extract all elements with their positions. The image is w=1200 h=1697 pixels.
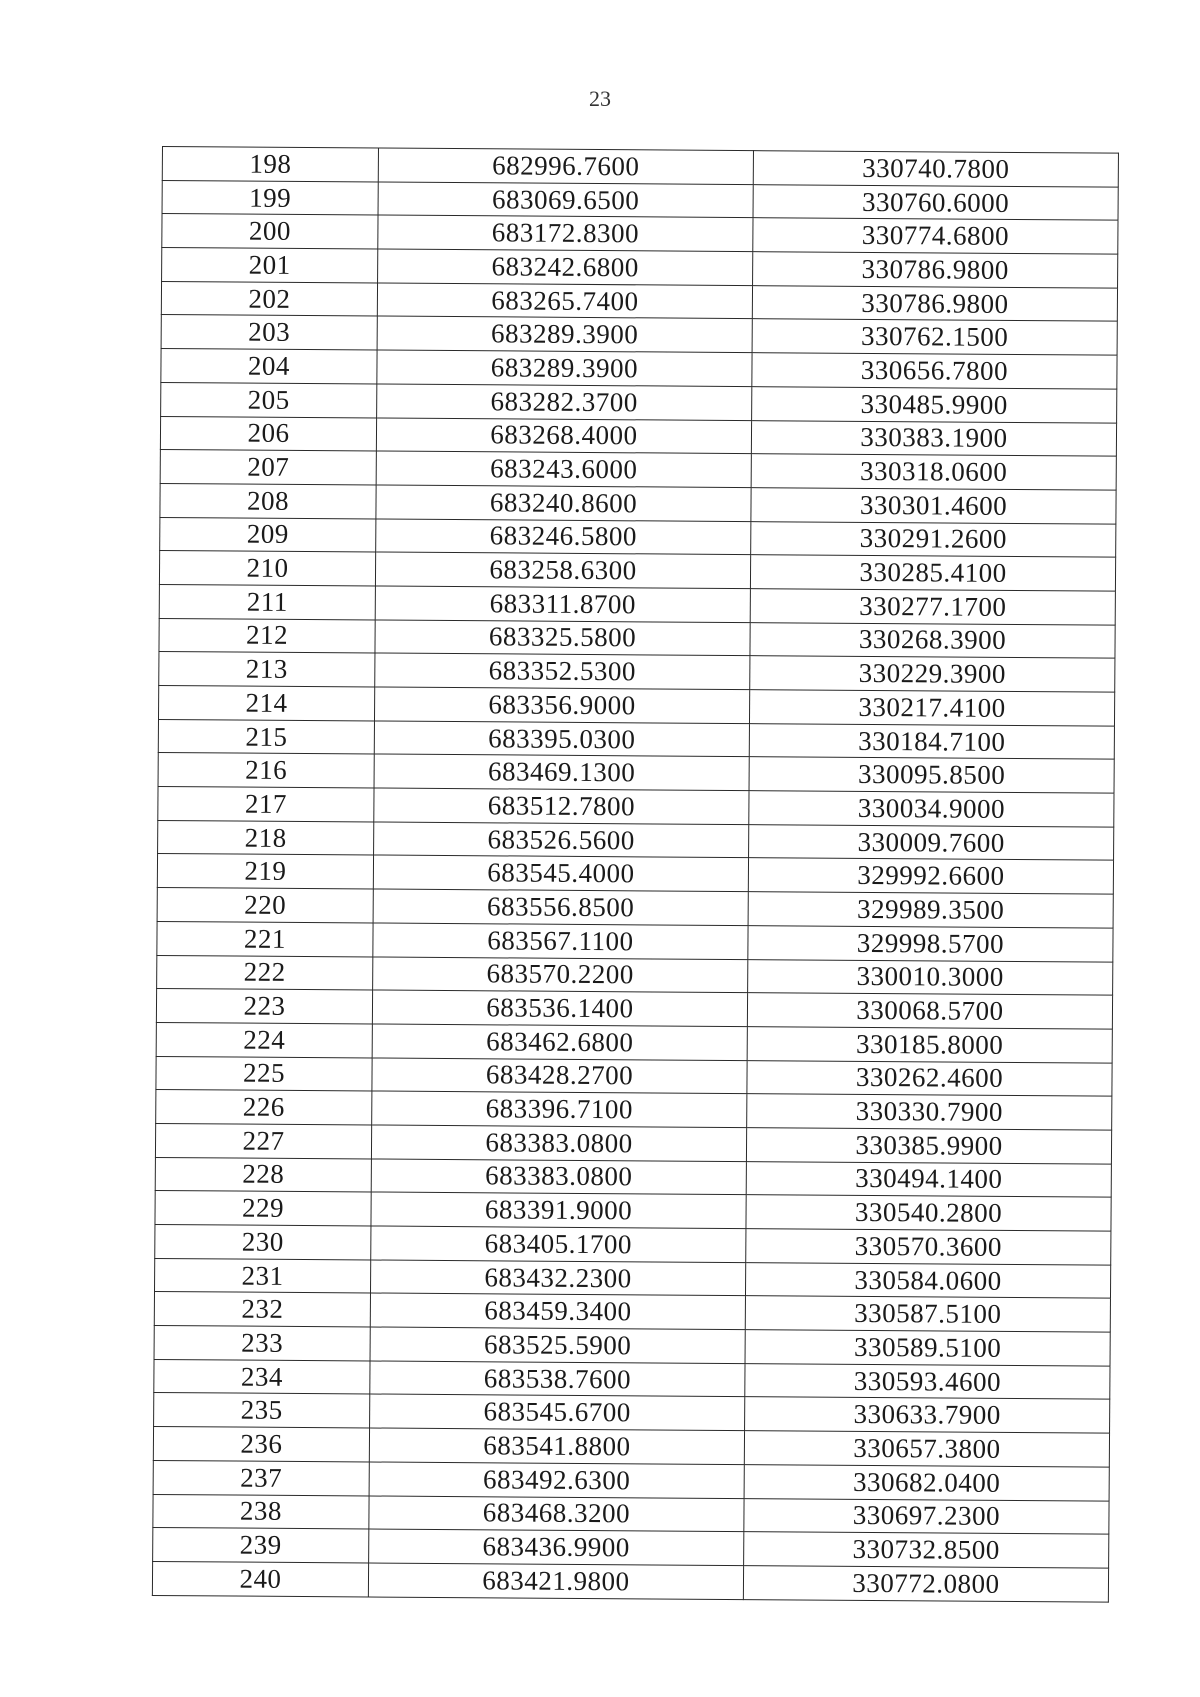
x-coordinate-cell: 683383.0800 — [371, 1159, 746, 1195]
page-number: 23 — [589, 86, 611, 111]
y-coordinate-cell: 330068.5700 — [747, 993, 1112, 1029]
x-coordinate-cell: 683462.6800 — [372, 1024, 747, 1060]
y-coordinate-cell: 330786.9800 — [752, 285, 1117, 321]
point-number-cell: 212 — [159, 618, 375, 653]
x-coordinate-cell: 683246.5800 — [376, 519, 751, 555]
y-coordinate-cell: 330277.1700 — [750, 589, 1115, 625]
x-coordinate-cell: 683545.4000 — [373, 855, 748, 891]
x-coordinate-cell: 683289.3900 — [377, 316, 752, 352]
y-coordinate-cell: 330786.9800 — [753, 252, 1118, 288]
x-coordinate-cell: 683265.7400 — [377, 283, 752, 319]
x-coordinate-cell: 683421.9800 — [368, 1563, 743, 1599]
point-number-cell: 214 — [158, 685, 374, 720]
point-number-cell: 200 — [162, 214, 378, 249]
x-coordinate-cell: 683525.5900 — [370, 1327, 745, 1363]
y-coordinate-cell: 330760.6000 — [753, 184, 1118, 220]
y-coordinate-cell: 330330.7900 — [747, 1094, 1112, 1130]
x-coordinate-cell: 683469.1300 — [374, 754, 749, 790]
y-coordinate-cell: 330010.3000 — [748, 959, 1113, 995]
x-coordinate-cell: 683069.6500 — [378, 182, 753, 218]
x-coordinate-cell: 683536.1400 — [372, 990, 747, 1026]
point-number-cell: 221 — [157, 921, 373, 956]
x-coordinate-cell: 683492.6300 — [369, 1462, 744, 1498]
y-coordinate-cell: 330262.4600 — [747, 1060, 1112, 1096]
x-coordinate-cell: 683356.9000 — [374, 687, 749, 723]
point-number-cell: 216 — [158, 753, 374, 788]
x-coordinate-cell: 683242.6800 — [378, 249, 753, 285]
y-coordinate-cell: 330229.3900 — [750, 656, 1115, 692]
y-coordinate-cell: 330383.1900 — [751, 420, 1116, 456]
y-coordinate-cell: 330656.7800 — [752, 353, 1117, 389]
point-number-cell: 203 — [161, 315, 377, 350]
y-coordinate-cell: 330217.4100 — [749, 690, 1114, 726]
x-coordinate-cell: 683352.5300 — [375, 653, 750, 689]
point-number-cell: 206 — [160, 416, 376, 451]
point-number-cell: 223 — [156, 989, 372, 1024]
x-coordinate-cell: 683268.4000 — [376, 418, 751, 454]
point-number-cell: 231 — [155, 1258, 371, 1293]
table-row — [152, 1561, 1108, 1601]
x-coordinate-cell: 683538.7600 — [370, 1361, 745, 1397]
y-coordinate-cell: 330587.5100 — [745, 1296, 1110, 1332]
coordinate-table-body — [152, 147, 1118, 1602]
x-coordinate-cell: 683289.3900 — [377, 350, 752, 386]
point-number-cell: 230 — [155, 1224, 371, 1259]
y-coordinate-cell: 330034.9000 — [749, 791, 1114, 827]
point-number-cell: 222 — [157, 955, 373, 990]
y-coordinate-cell: 330774.6800 — [753, 218, 1118, 254]
point-number-cell: 225 — [156, 1056, 372, 1091]
point-number-cell: 232 — [154, 1292, 370, 1327]
point-number-cell: 204 — [161, 349, 377, 384]
y-coordinate-cell: 330185.8000 — [747, 1026, 1112, 1062]
x-coordinate-cell: 683311.8700 — [375, 586, 750, 622]
point-number-cell: 198 — [162, 147, 378, 182]
x-coordinate-cell: 683512.7800 — [374, 788, 749, 824]
x-coordinate-cell: 683240.8600 — [376, 485, 751, 521]
point-number-cell: 209 — [160, 517, 376, 552]
y-coordinate-cell: 329989.3500 — [748, 892, 1113, 928]
point-number-cell: 238 — [153, 1494, 369, 1529]
x-coordinate-cell: 683541.8800 — [369, 1428, 744, 1464]
y-coordinate-cell: 330682.0400 — [744, 1464, 1109, 1500]
point-number-cell: 239 — [153, 1528, 369, 1563]
x-coordinate-cell: 683526.5600 — [374, 822, 749, 858]
x-coordinate-cell: 683395.0300 — [374, 721, 749, 757]
x-coordinate-cell: 683383.0800 — [371, 1125, 746, 1161]
x-coordinate-cell: 683325.5800 — [375, 620, 750, 656]
y-coordinate-cell: 330095.8500 — [749, 757, 1114, 793]
x-coordinate-cell: 683428.2700 — [372, 1058, 747, 1094]
point-number-cell: 210 — [159, 551, 375, 586]
y-coordinate-cell: 330593.4600 — [745, 1363, 1110, 1399]
point-number-cell: 201 — [162, 248, 378, 283]
point-number-cell: 215 — [158, 719, 374, 754]
point-number-cell: 235 — [154, 1393, 370, 1428]
y-coordinate-cell: 330633.7900 — [745, 1397, 1110, 1433]
x-coordinate-cell: 683282.3700 — [377, 384, 752, 420]
x-coordinate-cell: 683243.6000 — [376, 451, 751, 487]
point-number-cell: 229 — [155, 1191, 371, 1226]
y-coordinate-cell: 330584.0600 — [745, 1262, 1110, 1298]
point-number-cell: 226 — [156, 1090, 372, 1125]
point-number-cell: 233 — [154, 1326, 370, 1361]
y-coordinate-cell: 330657.3800 — [744, 1431, 1109, 1467]
y-coordinate-cell: 330732.8500 — [744, 1532, 1109, 1568]
point-number-cell: 217 — [158, 787, 374, 822]
y-coordinate-cell: 330697.2300 — [744, 1498, 1109, 1534]
point-number-cell: 220 — [157, 888, 373, 923]
point-number-cell: 202 — [161, 281, 377, 316]
x-coordinate-cell: 683391.9000 — [371, 1192, 746, 1228]
y-coordinate-cell: 330740.7800 — [753, 151, 1118, 187]
y-coordinate-cell: 330318.0600 — [751, 454, 1116, 490]
y-coordinate-cell: 330762.1500 — [752, 319, 1117, 355]
x-coordinate-cell: 683570.2200 — [373, 956, 748, 992]
point-number-cell: 219 — [157, 854, 373, 889]
point-number-cell: 208 — [160, 483, 376, 518]
y-coordinate-cell: 330301.4600 — [751, 487, 1116, 523]
coordinate-table — [152, 146, 1119, 1602]
point-number-cell: 227 — [155, 1123, 371, 1158]
point-number-cell: 207 — [160, 450, 376, 485]
y-coordinate-cell: 330589.5100 — [745, 1330, 1110, 1366]
x-coordinate-cell: 683436.9900 — [369, 1529, 744, 1565]
y-coordinate-cell: 330291.2600 — [751, 521, 1116, 557]
y-coordinate-cell: 329992.6600 — [748, 858, 1113, 894]
point-number-cell: 211 — [159, 584, 375, 619]
x-coordinate-cell: 683459.3400 — [370, 1293, 745, 1329]
x-coordinate-cell: 683172.8300 — [378, 215, 753, 251]
point-number-cell: 228 — [155, 1157, 371, 1192]
point-number-cell: 213 — [159, 652, 375, 687]
point-number-cell: 237 — [153, 1460, 369, 1495]
point-number-cell: 224 — [156, 1022, 372, 1057]
y-coordinate-cell: 329998.5700 — [748, 925, 1113, 961]
y-coordinate-cell: 330772.0800 — [743, 1565, 1108, 1601]
y-coordinate-cell: 330009.7600 — [749, 824, 1114, 860]
x-coordinate-cell: 683567.1100 — [373, 923, 748, 959]
y-coordinate-cell: 330540.2800 — [746, 1195, 1111, 1231]
y-coordinate-cell: 330268.3900 — [750, 622, 1115, 658]
y-coordinate-cell: 330494.1400 — [746, 1161, 1111, 1197]
point-number-cell: 240 — [152, 1561, 368, 1596]
x-coordinate-cell: 683545.6700 — [370, 1394, 745, 1430]
point-number-cell: 199 — [162, 180, 378, 215]
y-coordinate-cell: 330485.9900 — [752, 386, 1117, 422]
y-coordinate-cell: 330184.7100 — [749, 723, 1114, 759]
point-number-cell: 218 — [158, 820, 374, 855]
point-number-cell: 205 — [161, 382, 377, 417]
y-coordinate-cell: 330285.4100 — [750, 555, 1115, 591]
point-number-cell: 234 — [154, 1359, 370, 1394]
x-coordinate-cell: 683556.8500 — [373, 889, 748, 925]
x-coordinate-cell: 683468.3200 — [369, 1495, 744, 1531]
y-coordinate-cell: 330570.3600 — [746, 1229, 1111, 1265]
x-coordinate-cell: 683396.7100 — [372, 1091, 747, 1127]
x-coordinate-cell: 683405.1700 — [371, 1226, 746, 1262]
x-coordinate-cell: 683432.2300 — [370, 1260, 745, 1296]
x-coordinate-cell: 683258.6300 — [375, 552, 750, 588]
y-coordinate-cell: 330385.9900 — [746, 1128, 1111, 1164]
point-number-cell: 236 — [153, 1427, 369, 1462]
x-coordinate-cell: 682996.7600 — [378, 148, 753, 184]
